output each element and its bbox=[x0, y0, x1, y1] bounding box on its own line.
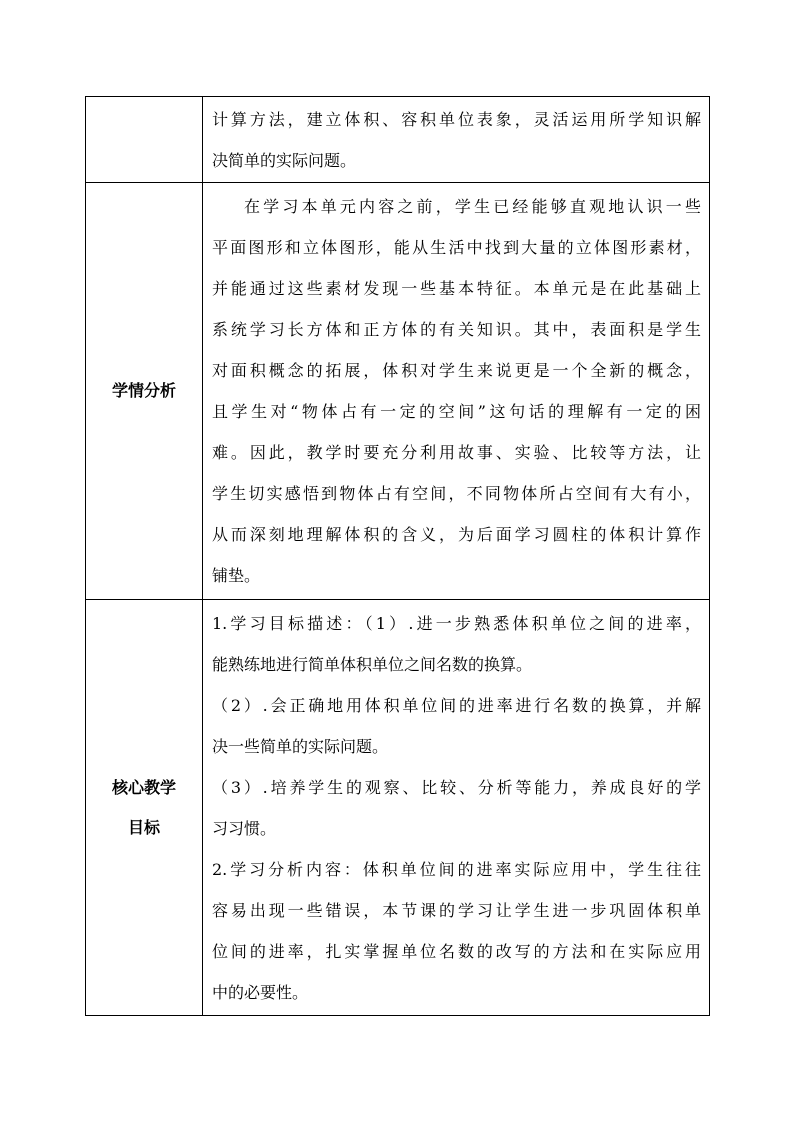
row-content-cell bbox=[203, 600, 710, 1016]
table-row bbox=[86, 183, 710, 600]
text-line: 决简单的实际问题。 bbox=[212, 150, 357, 170]
text-line: 位间的进率，扎实掌握单位名数的改写的方法和在实际应用 bbox=[212, 941, 701, 961]
row-label-cell bbox=[86, 97, 203, 183]
text-line: 系统学习长方体和正方体的有关知识。其中，表面积是学生 bbox=[212, 320, 701, 339]
text-line: 学生切实感悟到物体占有空间，不同物体所占空间有大有小， bbox=[212, 484, 701, 503]
text-line: 平面图形和立体图形，能从生活中找到大量的立体图形素材， bbox=[212, 238, 701, 257]
text-line: 铺垫。 bbox=[212, 566, 261, 585]
text-line: 难。因此，教学时要充分利用故事、实验、比较等方法，让 bbox=[212, 443, 701, 462]
row-label-core-objectives bbox=[86, 600, 203, 1016]
text-line: 并能通过这些素材发现一些基本特征。本单元是在此基础上 bbox=[212, 279, 701, 298]
text-line: 在学习本单元内容之前，学生已经能够直观地认识一些 bbox=[244, 197, 701, 216]
row-content-cell bbox=[203, 97, 710, 183]
text-line: 决一些简单的实际问题。 bbox=[212, 736, 389, 756]
table-row bbox=[86, 97, 710, 183]
row-content-cell bbox=[203, 183, 710, 600]
text-line: 从而深刻地理解体积的含义，为后面学习圆柱的体积计算作 bbox=[212, 525, 701, 544]
text-line: 容易出现一些错误，本节课的学习让学生进一步巩固体积单 bbox=[212, 900, 701, 920]
text-line: 习习惯。 bbox=[212, 818, 277, 838]
row-label-learning-analysis: 学情分析 bbox=[86, 183, 203, 600]
text-line: 能熟练地进行简单体积单位之间名数的换算。 bbox=[212, 654, 533, 674]
text-line: 1.学习目标描述：（1）.进一步熟悉体积单位之间的进率， bbox=[212, 613, 701, 633]
text-line: （2）.会正确地用体积单位间的进率进行名数的换算，并解 bbox=[212, 695, 701, 715]
text-line: 2.学习分析内容：体积单位间的进率实际应用中，学生往往 bbox=[212, 859, 701, 879]
text-line: 且学生对“物体占有一定的空间”这句话的理解有一定的困 bbox=[212, 402, 701, 421]
label-line: 目标 bbox=[127, 817, 160, 837]
lesson-plan-table bbox=[85, 96, 710, 1016]
label-line: 核心教学 bbox=[111, 777, 176, 797]
text-line: （3）.培养学生的观察、比较、分析等能力，养成良好的学 bbox=[212, 777, 701, 797]
text-line: 中的必要性。 bbox=[212, 982, 309, 1002]
text-line: 对面积概念的拓展，体积对学生来说更是一个全新的概念， bbox=[212, 361, 701, 380]
table-row bbox=[86, 600, 710, 1016]
text-line: 计算方法，建立体积、容积单位表象，灵活运用所学知识解 bbox=[212, 109, 701, 129]
